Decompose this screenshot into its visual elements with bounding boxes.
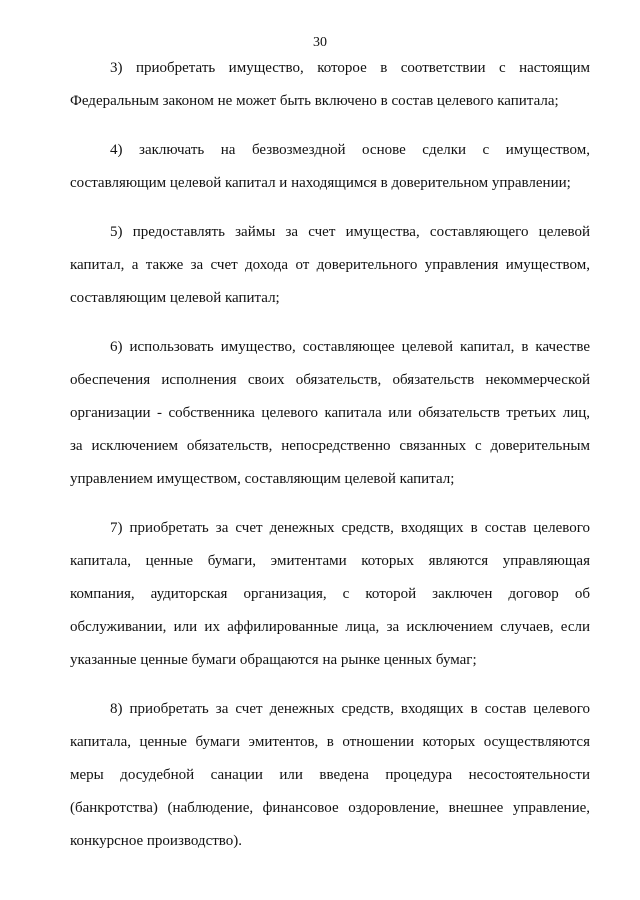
list-item-3 xyxy=(70,52,590,118)
paragraph-line: капитала, ценные бумаги эмитентов, в отношении которых осуществляются xyxy=(70,734,590,750)
paragraph-line: составляющим целевой капитал; xyxy=(70,290,280,306)
paragraph-line: конкурсное производство). xyxy=(70,833,243,849)
paragraph-line: указанные ценные бумаги обращаются на рынке ценных бумаг; xyxy=(70,652,477,668)
paragraph-line: за исключением обязательств, непосредственно связанных с доверительным xyxy=(70,438,590,454)
paragraph-line: меры досудебной санации или введена процедура несостоятельности xyxy=(70,767,590,783)
list-item-8 xyxy=(70,693,590,858)
list-item-6 xyxy=(70,331,590,496)
paragraph-line: организации - собственника целевого капитала или обязательств третьих лиц, xyxy=(70,405,590,421)
paragraph-line: обслуживании, или их аффилированные лица, за исключением случаев, если xyxy=(70,619,590,635)
paragraph-line: составляющим целевой капитал и находящимся в доверительном управлении; xyxy=(70,175,571,191)
paragraph-line: 4) заключать на безвозмездной основе сделки с имуществом, xyxy=(110,142,590,158)
paragraph-line: 6) использовать имущество, составляющее целевой капитал, в качестве xyxy=(110,339,590,355)
paragraph-line: Федеральным законом не может быть включено в состав целевого капитала; xyxy=(70,93,559,109)
paragraph-line: компания, аудиторская организация, с которой заключен договор об xyxy=(70,586,590,602)
paragraph-line: капитал, а также за счет дохода от доверительного управления имуществом, xyxy=(70,257,590,273)
document-body xyxy=(70,52,590,874)
list-item-7 xyxy=(70,512,590,677)
paragraph-line: 5) предоставлять займы за счет имущества, составляющего целевой xyxy=(110,224,590,240)
paragraph-line: (банкротства) (наблюдение, финансовое оздоровление, внешнее управление, xyxy=(70,800,590,816)
list-item-5 xyxy=(70,216,590,315)
paragraph-line: капитала, ценные бумаги, эмитентами которых являются управляющая xyxy=(70,553,590,569)
list-item-4 xyxy=(70,134,590,200)
page-number: 30 xyxy=(313,35,327,50)
paragraph-line: 7) приобретать за счет денежных средств, входящих в состав целевого xyxy=(110,520,590,536)
paragraph-line: 3) приобретать имущество, которое в соответствии с настоящим xyxy=(110,60,590,76)
paragraph-line: управлением имуществом, составляющим целевой капитал; xyxy=(70,471,455,487)
paragraph-line: обеспечения исполнения своих обязательств, обязательств некоммерческой xyxy=(70,372,590,388)
paragraph-line: 8) приобретать за счет денежных средств, входящих в состав целевого xyxy=(110,701,590,717)
